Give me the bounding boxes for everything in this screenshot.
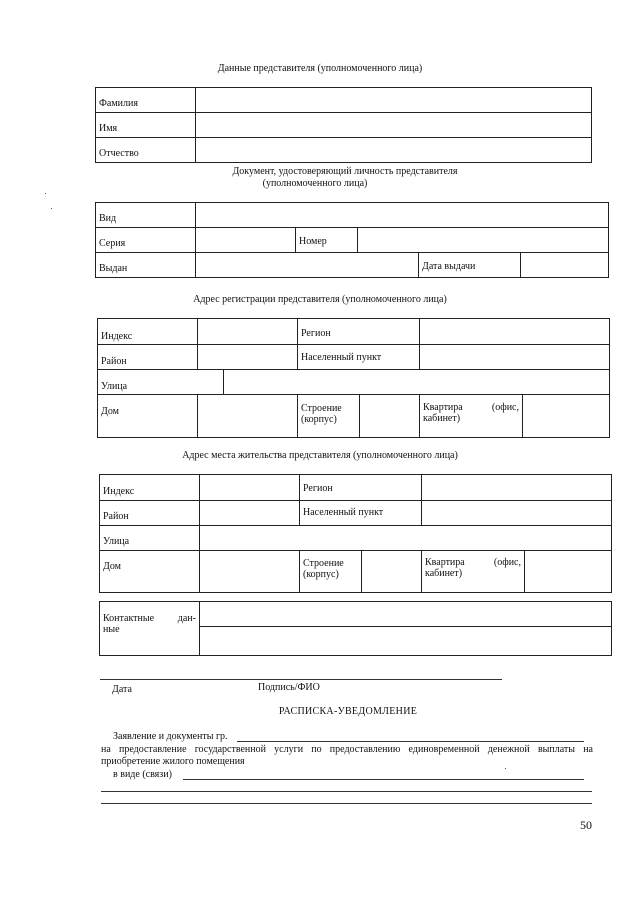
data-vydachi-label: Дата выдачи	[419, 253, 521, 277]
nomer-field[interactable]	[358, 228, 608, 253]
res-dom-label: Дом	[100, 551, 200, 592]
name-label: Имя	[96, 113, 196, 138]
res-stroenie-label	[300, 551, 362, 592]
surname-label: Фамилия	[96, 88, 196, 113]
vid-field[interactable]	[196, 203, 608, 228]
vydan-field[interactable]	[196, 253, 419, 277]
vydan-label: Выдан	[96, 253, 196, 277]
vid-label: Вид	[96, 203, 196, 228]
reg-region-label: Регион	[298, 319, 420, 345]
contacts-field-2[interactable]	[200, 627, 611, 655]
reg-index-field[interactable]	[198, 319, 298, 345]
reg-region-field[interactable]	[420, 319, 609, 345]
contacts-field-1[interactable]	[200, 602, 611, 627]
data-vydachi-field[interactable]	[521, 253, 608, 277]
res-region-field[interactable]	[422, 475, 611, 501]
surname-field[interactable]	[196, 88, 591, 113]
id-doc-table	[95, 202, 609, 278]
res-index-field[interactable]	[200, 475, 300, 501]
contacts-label	[100, 602, 200, 655]
res-kvartira-field[interactable]	[525, 551, 611, 592]
receipt-line1-blank[interactable]	[237, 741, 584, 742]
reg-nas-punkt-label: Населенный пункт	[298, 345, 420, 370]
res-nas-punkt-label: Населенный пункт	[300, 501, 422, 526]
reg-kvartira-label	[420, 395, 523, 437]
res-kvartira-line1: Квартира (офис,	[425, 557, 521, 568]
res-stroenie-field[interactable]	[362, 551, 422, 592]
patronymic-field[interactable]	[196, 138, 591, 162]
res-rayon-label: Район	[100, 501, 200, 526]
reg-dom-field[interactable]	[198, 395, 298, 437]
res-address-table	[99, 474, 612, 593]
contacts-label-line1: Контактные дан-	[103, 613, 196, 624]
contacts-label-line2: ные	[103, 624, 120, 635]
receipt-line1-label: Заявление и документы гр.	[113, 731, 228, 742]
reg-address-heading: Адрес регистрации представителя (уполномоченного лица)	[193, 294, 447, 305]
res-dom-field[interactable]	[200, 551, 300, 592]
seriya-field[interactable]	[196, 228, 296, 253]
res-rayon-field[interactable]	[200, 501, 300, 526]
scan-speck	[505, 768, 506, 769]
receipt-line3: приобретение жилого помещения	[101, 756, 245, 767]
res-index-label: Индекс	[100, 475, 200, 501]
res-ulitsa-field[interactable]	[200, 526, 611, 551]
nomer-label: Номер	[296, 228, 358, 253]
reg-index-label: Индекс	[98, 319, 198, 345]
name-field[interactable]	[196, 113, 591, 138]
res-ulitsa-label: Улица	[100, 526, 200, 551]
reg-rayon-label: Район	[98, 345, 198, 370]
reg-address-table	[97, 318, 610, 438]
reg-kvartira-line1: Квартира (офис,	[423, 402, 519, 413]
patronymic-label: Отчество	[96, 138, 196, 162]
res-kvartira-label	[422, 551, 525, 592]
reg-stroenie-line2: (корпус)	[301, 414, 337, 425]
receipt-blank-line-1[interactable]	[101, 791, 592, 792]
rep-data-table	[95, 87, 592, 163]
res-kvartira-line2: кабинет)	[425, 568, 463, 579]
receipt-line4-blank[interactable]	[183, 779, 584, 780]
reg-kvartira-field[interactable]	[523, 395, 609, 437]
reg-stroenie-line1: Строение	[301, 403, 342, 414]
res-address-heading: Адрес места жительства представителя (уполномоченного лица)	[182, 450, 458, 461]
res-stroenie-line2: (корпус)	[303, 569, 339, 580]
contacts-table	[99, 601, 612, 656]
scan-speck	[51, 208, 52, 209]
page-number: 50	[580, 818, 592, 832]
reg-rayon-field[interactable]	[198, 345, 298, 370]
receipt-line2: на предоставление государственной услуги по предоставлению единовременной денежной выплаты на	[101, 744, 593, 755]
rep-data-heading: Данные представителя (уполномоченного лица)	[217, 63, 423, 74]
receipt-blank-line-2[interactable]	[101, 803, 592, 804]
reg-kvartira-line2: кабинет)	[423, 413, 461, 424]
res-region-label: Регион	[300, 475, 422, 501]
signature-date-label: Дата	[112, 684, 132, 695]
reg-stroenie-field[interactable]	[360, 395, 420, 437]
receipt-title: РАСПИСКА-УВЕДОМЛЕНИЕ	[278, 706, 418, 717]
signature-sign-label: Подпись/ФИО	[258, 682, 320, 693]
reg-ulitsa-label: Улица	[98, 370, 224, 395]
reg-dom-label: Дом	[98, 395, 198, 437]
seriya-label: Серия	[96, 228, 196, 253]
res-stroenie-line1: Строение	[303, 558, 344, 569]
res-nas-punkt-field[interactable]	[422, 501, 611, 526]
id-doc-heading-line2: (уполномоченного лица)	[262, 178, 368, 189]
reg-ulitsa-field[interactable]	[224, 370, 609, 395]
receipt-line4-label: в виде (связи)	[113, 769, 172, 780]
reg-nas-punkt-field[interactable]	[420, 345, 609, 370]
id-doc-heading-line1: Документ, удостоверяющий личность представителя	[232, 166, 458, 177]
scan-speck	[45, 193, 46, 194]
reg-stroenie-label	[298, 395, 360, 437]
signature-line	[100, 679, 502, 680]
